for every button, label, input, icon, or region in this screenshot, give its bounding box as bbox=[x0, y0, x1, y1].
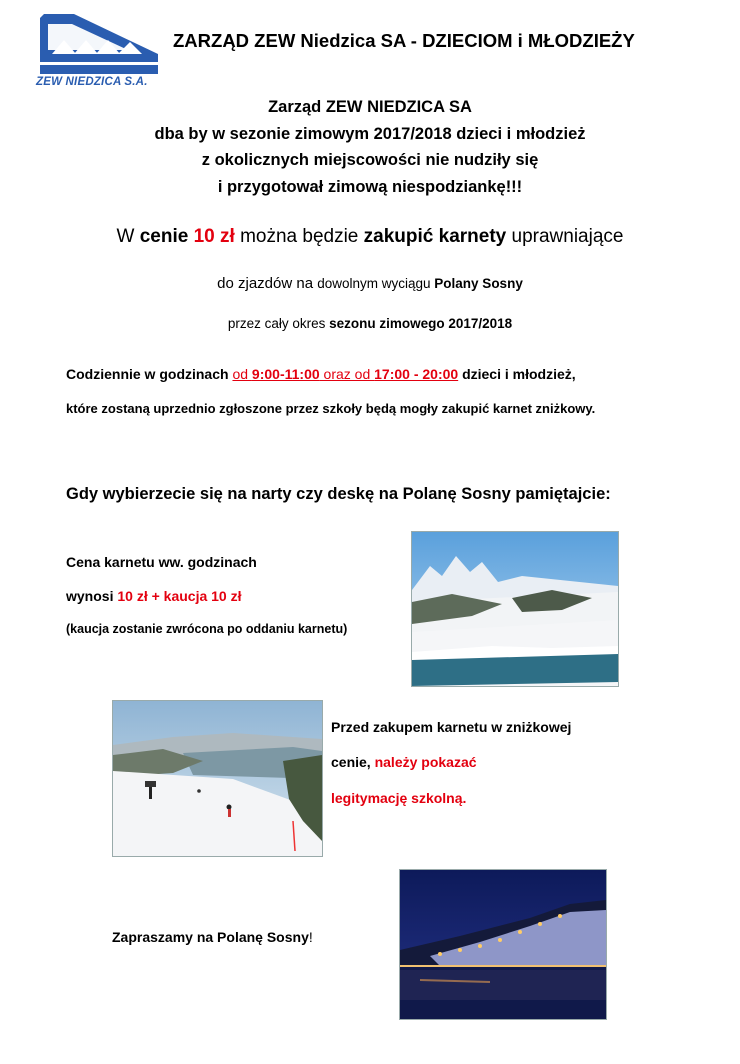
text-span: uprawniające bbox=[506, 226, 624, 247]
id-info-line bbox=[331, 754, 477, 770]
text-span: cenie, bbox=[331, 754, 375, 770]
text-span: dowolnym wyciągu bbox=[317, 276, 435, 291]
price-highlight: 10 zł bbox=[193, 226, 235, 247]
hours-line-2: które zostaną uprzednio zgłoszone przez szkoły będą mogły zakupić karnet zniżkowy. bbox=[66, 401, 596, 416]
deposit-note: (kaucja zostanie zwrócona po oddaniu karnetu) bbox=[66, 622, 348, 636]
page-title: ZARZĄD ZEW Niedzica SA - DZIECIOM i MŁODZIEŻY bbox=[173, 30, 635, 51]
remember-heading: Gdy wybierzecie się na narty czy deskę na Polanę Sosny pamiętajcie: bbox=[66, 485, 611, 503]
text-span: oraz od bbox=[319, 366, 375, 382]
text-span: do zjazdów na bbox=[217, 275, 318, 292]
id-info-line: Przed zakupem karnetu w zniżkowej bbox=[331, 719, 572, 735]
price-highlight: 10 zł + kaucja 10 zł bbox=[117, 588, 242, 604]
price-info-line bbox=[66, 588, 242, 604]
hours-evening: 17:00 - 20:00 bbox=[374, 366, 459, 382]
text-span: Codziennie w godzinach bbox=[66, 366, 233, 382]
intro-line: i przygotował zimową niespodziankę!!! bbox=[217, 177, 523, 196]
logo-text: ZEW NIEDZICA S.A. bbox=[36, 76, 148, 88]
id-info-line: legitymację szkolną. bbox=[331, 790, 467, 806]
photo-ski-slope-lake bbox=[411, 531, 619, 687]
text-span: zakupić karnety bbox=[363, 226, 507, 247]
season-line bbox=[0, 316, 740, 331]
text-span: można będzie bbox=[234, 226, 364, 247]
hours-morning: 9:00-11:00 bbox=[251, 366, 320, 382]
text-span: W bbox=[116, 226, 140, 247]
intro-line: z okolicznych miejscowości nie nudziły się bbox=[201, 151, 539, 169]
intro-line: Zarząd ZEW NIEDZICA SA bbox=[268, 98, 472, 116]
text-span: wynosi bbox=[66, 588, 118, 604]
text-span: dzieci i młodzież, bbox=[458, 366, 576, 382]
logo-mountain-icon bbox=[34, 10, 162, 76]
text-span: cenie bbox=[139, 226, 189, 247]
lift-line bbox=[0, 275, 740, 292]
photo-night-slope bbox=[399, 869, 607, 1020]
hours-line bbox=[66, 366, 576, 382]
text-span: Zapraszamy na Polanę Sosny bbox=[112, 929, 309, 945]
intro-line: dba by w sezonie zimowym 2017/2018 dzieci i młodzież bbox=[154, 124, 586, 143]
company-logo bbox=[34, 10, 162, 94]
warning-highlight: należy pokazać bbox=[374, 754, 477, 770]
text-span: Polany Sosny bbox=[434, 276, 523, 291]
photo-skiers-slope bbox=[112, 700, 323, 857]
price-info-line: Cena karnetu ww. godzinach bbox=[66, 554, 257, 570]
invitation bbox=[112, 929, 313, 945]
text-span: przez cały okres bbox=[227, 316, 330, 331]
intro-paragraph bbox=[0, 94, 740, 200]
price-line bbox=[0, 226, 740, 248]
text-span: sezonu zimowego 2017/2018 bbox=[329, 316, 513, 331]
text-span: od bbox=[232, 366, 252, 382]
text-span: ! bbox=[308, 929, 313, 945]
